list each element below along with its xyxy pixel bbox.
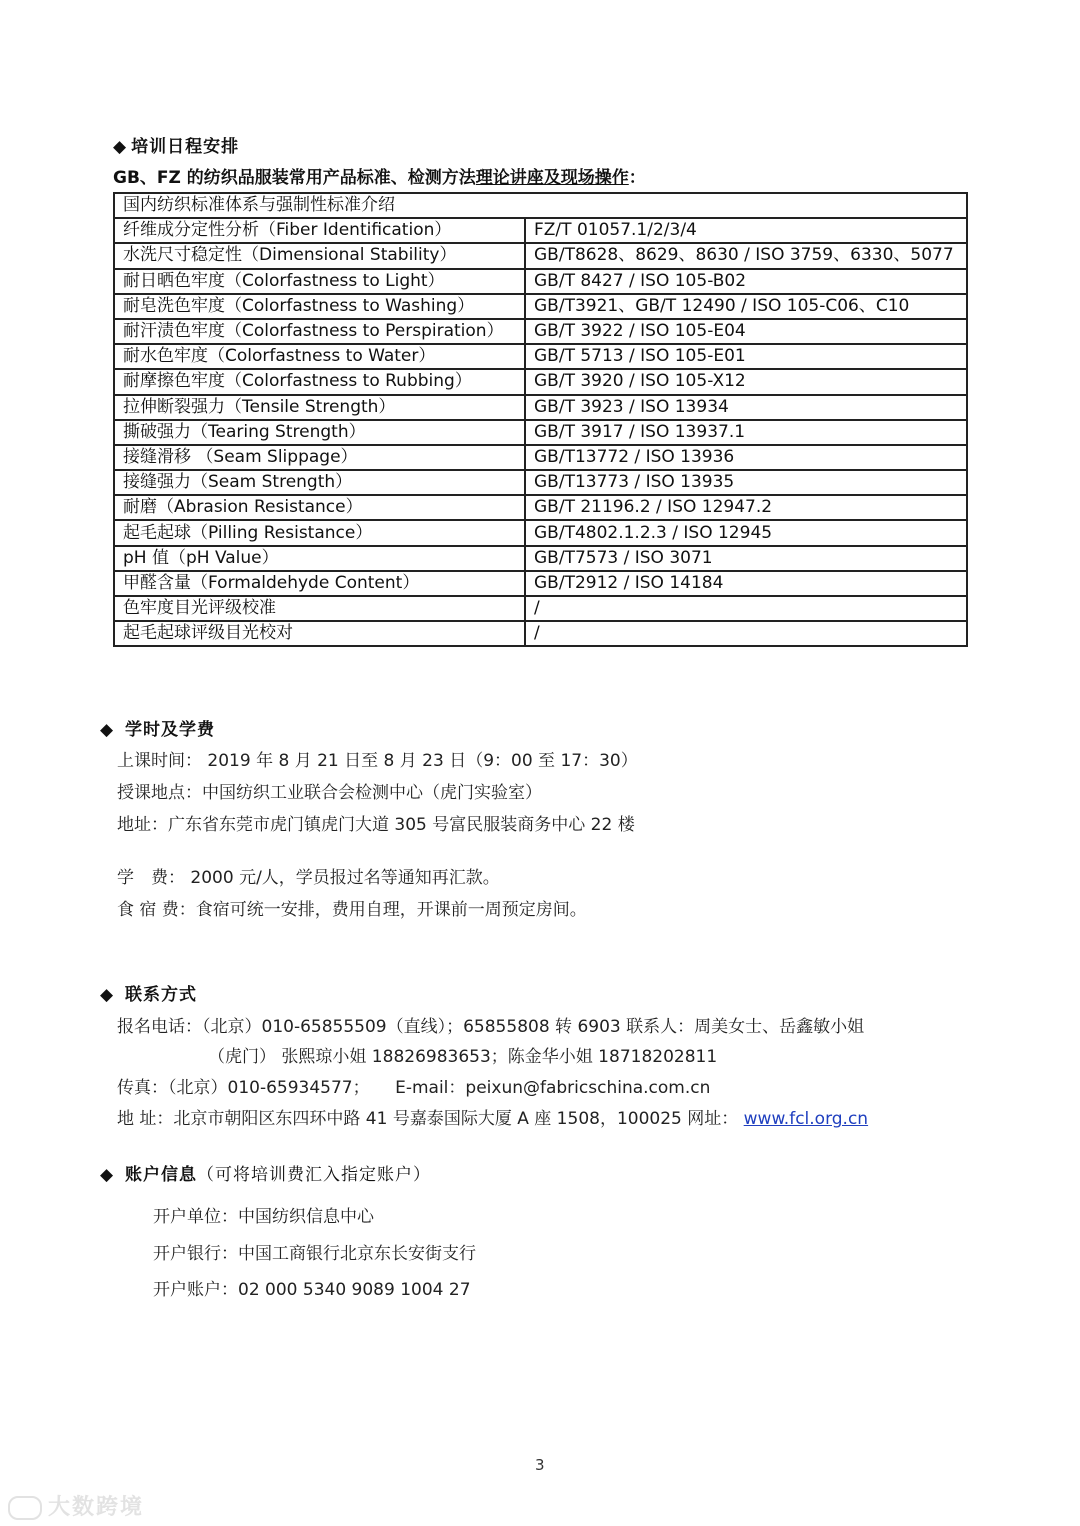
table-row bbox=[114, 470, 967, 495]
contact-fax-email: 传真：（北京）010-65934577； E-mail：peixun@fabricschina.com.cn bbox=[117, 1078, 711, 1098]
table-row bbox=[114, 218, 967, 243]
account-heading bbox=[100, 1160, 431, 1185]
table-row bbox=[114, 520, 967, 545]
test-item-cell: 耐日晒色牢度（Colorfastness to Light） bbox=[114, 269, 525, 294]
test-item-cell: 纤维成分定性分析（Fiber Identification） bbox=[114, 218, 525, 243]
schedule-heading-text: 培训日程安排 bbox=[131, 137, 240, 157]
lodging-fee: 食 宿 费：食宿可统一安排，费用自理，开课前一周预定房间。 bbox=[117, 900, 587, 920]
table-intro-row bbox=[114, 193, 967, 218]
standard-cell: GB/T 3923 / ISO 13934 bbox=[525, 395, 967, 420]
test-item-cell: 接缝滑移 （Seam Slippage） bbox=[114, 445, 525, 470]
standards-table bbox=[113, 192, 968, 647]
diamond-bullet-icon: ◆ bbox=[100, 720, 115, 740]
table-row bbox=[114, 420, 967, 445]
standard-cell: GB/T13773 / ISO 13935 bbox=[525, 470, 967, 495]
table-intro-cell: 国内纺织标准体系与强制性标准介绍 bbox=[114, 193, 967, 218]
test-item-cell: 水洗尺寸稳定性（Dimensional Stability） bbox=[114, 243, 525, 268]
class-time: 上课时间： 2019 年 8 月 21 日至 8 月 23 日（9：00 至 17：30） bbox=[117, 751, 638, 771]
standard-cell: GB/T 5713 / ISO 105-E01 bbox=[525, 344, 967, 369]
standard-cell: GB/T 21196.2 / ISO 12947.2 bbox=[525, 495, 967, 520]
test-item-cell: 甲醛含量（Formaldehyde Content） bbox=[114, 571, 525, 596]
standard-cell: FZ/T 01057.1/2/3/4 bbox=[525, 218, 967, 243]
contact-address bbox=[117, 1104, 868, 1129]
table-row bbox=[114, 294, 967, 319]
test-item-cell: 色牢度目光评级校准 bbox=[114, 596, 525, 621]
tuition-fee: 学 费： 2000 元/人，学员报过名等通知再汇款。 bbox=[117, 868, 500, 888]
standard-cell: GB/T 3922 / ISO 105-E04 bbox=[525, 319, 967, 344]
test-item-cell: 拉伸断裂强力（Tensile Strength） bbox=[114, 395, 525, 420]
contact-heading-text: 联系方式 bbox=[125, 985, 197, 1005]
standard-cell: GB/T 3920 / ISO 105-X12 bbox=[525, 369, 967, 394]
standard-cell: GB/T4802.1.2.3 / ISO 12945 bbox=[525, 520, 967, 545]
table-row bbox=[114, 395, 967, 420]
class-location: 授课地点：中国纺织工业联合会检测中心（虎门实验室） bbox=[117, 783, 542, 803]
standard-cell: GB/T7573 / ISO 3071 bbox=[525, 546, 967, 571]
table-row bbox=[114, 344, 967, 369]
table-row bbox=[114, 571, 967, 596]
table-row bbox=[114, 269, 967, 294]
subheading-suffix: ： bbox=[628, 168, 646, 188]
diamond-bullet-icon: ◆ bbox=[100, 1165, 115, 1185]
standard-cell: GB/T3921、GB/T 12490 / ISO 105-C06、C10 bbox=[525, 294, 967, 319]
diamond-bullet-icon: ◆ bbox=[113, 137, 128, 157]
subheading-prefix: GB、FZ 的纺织品服装常用产品标准、检测方法 bbox=[113, 168, 476, 188]
table-row bbox=[114, 369, 967, 394]
test-item-cell: 撕破强力（Tearing Strength） bbox=[114, 420, 525, 445]
schedule-subheading bbox=[113, 163, 646, 188]
account-bank: 开户银行：中国工商银行北京东长安街支行 bbox=[153, 1244, 476, 1264]
standard-cell: GB/T13772 / ISO 13936 bbox=[525, 445, 967, 470]
standard-cell: GB/T8628、8629、8630 / ISO 3759、6330、5077 bbox=[525, 243, 967, 268]
fees-heading-text: 学时及学费 bbox=[125, 720, 215, 740]
standard-cell: GB/T 8427 / ISO 105-B02 bbox=[525, 269, 967, 294]
class-address: 地址：广东省东莞市虎门镇虎门大道 305 号富民服装商务中心 22 楼 bbox=[117, 815, 635, 835]
table-row bbox=[114, 495, 967, 520]
test-item-cell: 起毛起球评级目光校对 bbox=[114, 621, 525, 646]
test-item-cell: 耐水色牢度（Colorfastness to Water） bbox=[114, 344, 525, 369]
contact-phone-beijing: 报名电话：（北京）010-65855509（直线）；65855808 转 6903 联系人：周美女士、岳鑫敏小姐 bbox=[117, 1017, 865, 1037]
table-row bbox=[114, 596, 967, 621]
account-holder: 开户单位：中国纺织信息中心 bbox=[153, 1207, 374, 1227]
table-row bbox=[114, 445, 967, 470]
test-item-cell: 起毛起球（Pilling Resistance） bbox=[114, 520, 525, 545]
subheading-underlined: 理论讲座及现场操作 bbox=[475, 168, 629, 188]
contact-heading bbox=[100, 980, 197, 1005]
page-number: 3 bbox=[535, 1456, 545, 1474]
test-item-cell: 接缝强力（Seam Strength） bbox=[114, 470, 525, 495]
account-heading-note: （可将培训费汇入指定账户） bbox=[197, 1165, 431, 1185]
test-item-cell: 耐摩擦色牢度（Colorfastness to Rubbing） bbox=[114, 369, 525, 394]
standard-cell: GB/T 3917 / ISO 13937.1 bbox=[525, 420, 967, 445]
account-number: 开户账户：02 000 5340 9089 1004 27 bbox=[153, 1280, 471, 1300]
test-item-cell: 耐磨（Abrasion Resistance） bbox=[114, 495, 525, 520]
test-item-cell: 耐汗渍色牢度（Colorfastness to Perspiration） bbox=[114, 319, 525, 344]
website-link[interactable]: www.fcl.org.cn bbox=[743, 1109, 869, 1129]
table-row bbox=[114, 546, 967, 571]
watermark-logo-icon bbox=[8, 1496, 42, 1520]
standard-cell: / bbox=[525, 596, 967, 621]
table-row bbox=[114, 243, 967, 268]
watermark-text: 大数跨境 bbox=[48, 1495, 145, 1520]
standard-cell: GB/T2912 / ISO 14184 bbox=[525, 571, 967, 596]
test-item-cell: pH 值（pH Value） bbox=[114, 546, 525, 571]
account-heading-text: 账户信息 bbox=[125, 1165, 197, 1185]
schedule-heading bbox=[113, 132, 239, 157]
fees-heading bbox=[100, 715, 215, 740]
diamond-bullet-icon: ◆ bbox=[100, 985, 115, 1005]
contact-address-text: 地 址：北京市朝阳区东四环中路 41 号嘉泰国际大厦 A 座 1508，100025 网址： bbox=[117, 1109, 739, 1129]
table-row bbox=[114, 319, 967, 344]
standard-cell: / bbox=[525, 621, 967, 646]
watermark bbox=[8, 1490, 144, 1521]
test-item-cell: 耐皂洗色牢度（Colorfastness to Washing） bbox=[114, 294, 525, 319]
table-row bbox=[114, 621, 967, 646]
contact-phone-humen: （虎门） 张熙琼小姐 18826983653；陈金华小姐 18718202811 bbox=[208, 1047, 718, 1067]
